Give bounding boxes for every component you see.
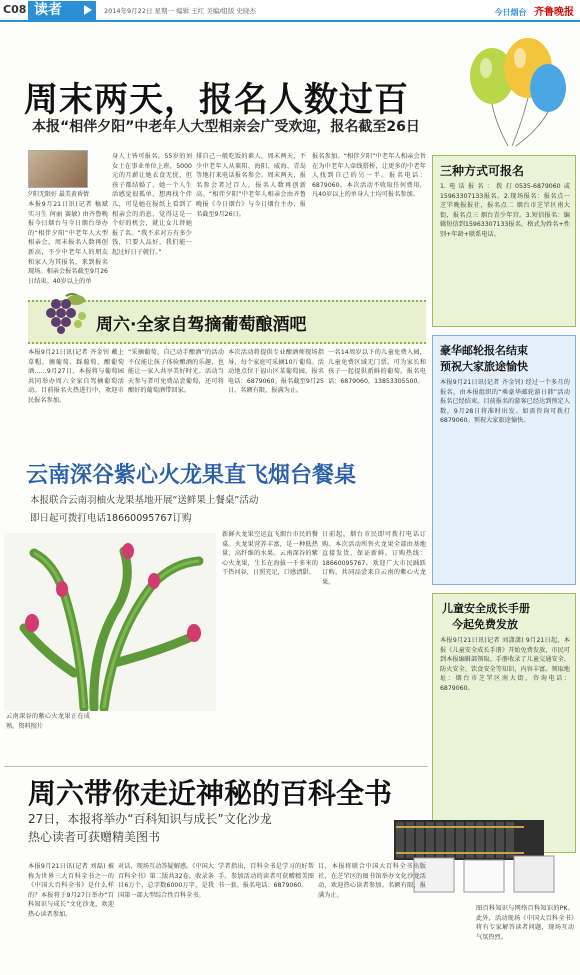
dragon-fruit-phone-line: 即日起可拨打电话18660095767订购	[30, 513, 192, 524]
lead-body-col4: 报名参加。“相伴夕阳”中老年人相亲会旨在为中老年人牵线搭桥，让更多的中老年人找到自己的另一半。报名电话：6879060。本次活动不收取任何费用，凡40岁以上的单身人士均可报名参加。	[312, 153, 426, 199]
encyclopedia-body-col5: 图百科知识与网络百科知识的PK。此外，活动现场《中国大百科全书》将有专家解答读者问题，现场互动气氛热烈。	[476, 905, 574, 941]
lead-body-col1: 本报9月21日讯(记者 稿斌 实习生 何丽 赛敏) 由齐鲁晚报今日烟台与今日烟台举办的“相伴夕阳”中老年人大型相亲会，周末报名人数再创新高，不少中老年人的朋友和家人为其报名，来到报名现场。相亲会报名截至9月26日结束。40岁以上的单	[28, 201, 108, 285]
date-line: 2014年9月22日 星期一 编辑 王红 美编/组版 史晓杰	[104, 7, 256, 15]
lead-body-col3: 排自己一般吃饭的素人，周末两天，不少中老年人从莱阳、海阳、威海、青岛等地打来电话报名参会。周末两天，报名参会者过百人，报名人数再创新高。“相伴夕阳”中老年人相亲会由齐鲁晚报《今日烟台》与今日烟台主办，报名截至9月26日。	[196, 153, 306, 218]
encyclopedia-title: 周六带你走近神秘的百科全书	[28, 777, 393, 810]
masthead-brand	[495, 3, 574, 18]
encyclopedia-body-col3: 学者指出，百科全书是学习的好帮手。参加活动的读者可获赠精美图书一套。报名电话：6879060。	[218, 863, 314, 890]
lead-headline: 周末两天，报名人数过百	[24, 80, 409, 120]
section-divider	[4, 766, 428, 767]
dragon-body-col2: 日前起，烟台市民即可拨打电话订购。本次活动所售火龙果全部由基地直接发货，保证新鲜。订购热线：18660095767。欢迎广大市民踊跃订购，共同品尝来自云南的紫心火龙果。	[322, 531, 426, 586]
encyclopedia-body-col2: 对话，现场互动答疑解惑。《中国大百科全书》第二版共32卷，收录条目6万个，总字数6000万字，是我国第一部大型综合性百科全书。	[118, 863, 214, 899]
balloons-illustration	[462, 38, 572, 148]
grape-body-col4: 一名14周岁以下的儿童免费入园，儿童免费区域无门票。可为家长和孩子一起提供新鲜的葡萄。报名电话：6879060，13853305500。	[328, 349, 426, 385]
brand-small: 今日烟台	[494, 8, 527, 17]
dragon-fruit-title: 云南深谷紫心火龙果直飞烟台餐桌	[26, 463, 357, 488]
kids-safety-title-1: 儿童安全成长手册	[442, 602, 530, 615]
grape-body-col1: 本报9月21日讯(记者 齐金钊 戴上草帽，摘葡萄、踩葡萄、酿葡萄酒……9月27日，本报将与葡萄园共同举办周六全家自驾摘葡萄活动。目前报名火热进行中，欢迎市民报名参加。	[28, 349, 124, 404]
arrow-icon	[84, 5, 92, 15]
encyclopedia-body-col1: 本报9月21日讯(记者 刘磊) 被称为世界三大百科全书之一的《中国大百科全书》是什么样的？本报将于9月27日举办“百科知识与成长”文化沙龙，欢迎热心读者参加。	[28, 863, 114, 918]
page-number: C08	[3, 3, 27, 16]
signup-body: 1.电话报名：拨打0535-6879060或15963307133报名。2.现场报名：报名点一 芝罘晚报报社，报名点二 烟台市芝罘区南大街，报名点三 烟台青少年宫。3.短信报名：编辑短信到15963307133报名，格式为姓名+性别+年龄+联系电话。	[440, 183, 570, 238]
couple-photo	[28, 150, 88, 188]
kids-safety-title-2: 今起免费发放	[452, 618, 518, 631]
dragon-fruit-subtitle: 本报联合云南羽柚火龙果基地开展“送鲜果上餐桌”活动	[30, 495, 259, 506]
section-label: 读者	[34, 2, 62, 18]
kids-safety-body: 本报9月21日讯(记者 刘潇潇) 9月21日起，本报《儿童安全成长手册》开始免费发放，市民可到本报编辑部领取。手册收录了儿童交通安全、防火安全、饮食安全等知识，内容丰富。领取地址：烟台市芝罘区南大街，咨询电话：6879060。	[440, 637, 570, 692]
encyclopedia-body-col4: 目，本报将联合中国大百科全书出版社，在芝罘区的图书馆举办文化沙龙活动，欢迎热心读者参加。名额有限，报满为止。	[318, 863, 426, 899]
grape-body-col2: “采摘葡萄，自己动手酿酒”的活动不仅能让孩子体验酿酒的乐趣，也能让一家人共享美好时光。活动当天参与者可免费品尝葡萄，还可将酿好的葡萄酒带回家。	[128, 349, 224, 395]
dragon-fruit-caption: 云南深谷的紫心火龙果正在成熟。资料照片	[6, 713, 90, 730]
photo-caption: 夕阳无限好 最美黄昏情	[27, 191, 89, 198]
grapes-icon	[42, 292, 88, 334]
brand-name: 齐鲁晚报	[534, 7, 574, 18]
signup-title: 三种方式可报名	[440, 164, 525, 178]
encyclopedia-subtitle: 27日，本报将举办“百科知识与成长”文化沙龙	[28, 812, 272, 826]
grape-title: 周六·全家自驾摘葡萄酿酒吧	[96, 315, 307, 335]
grape-body-col3: 本次活动将提供专业酿酒师现场指导，每个家庭可采摘10斤葡萄。活动地点位于福山区某葡萄园，报名电话：6879060。报名截至9月25日，名额有限，报满为止。	[228, 349, 324, 395]
lead-body-col2: 身人士皆可报名。55岁的刘女士在事业单位上班，5000元的月薪让她衣食无忧，但孩子都结婚了，她一个人生活感觉很孤单，想再找个伴儿，可是她在报纸上看到了相亲会的消息，觉得这是一个好的机会，就让女儿替她报了名。“我不求对方有多少钱，只要人品好，我们能一起过好日子就行。”	[112, 153, 192, 256]
encyclopedia-subtitle-2: 热心读者可获赠精美图书	[28, 830, 161, 844]
cruise-title-2: 预祝大家旅途愉快	[440, 360, 528, 373]
lead-subhead: 本报“相伴夕阳”中老年人大型相亲会广受欢迎，报名截至26日	[32, 119, 420, 135]
page-header	[0, 0, 580, 22]
cruise-title-1: 豪华邮轮报名结束	[440, 344, 528, 357]
cruise-body: 本报9月21日讯(记者 齐金钊) 经过一个多月的报名，由本报组织的“乘豪华邮轮游日韩”活动报名已经结束。目前报名的游客已经达到预定人数，9月28日将准时出发。如需咨询可拨打6879060。预祝大家旅途愉快。	[440, 379, 570, 425]
section-tag	[28, 1, 96, 20]
dragon-body-col1: 新鲜火龙果空运直飞烟台市民的餐桌。火龙果营养丰富，是一种低热量、高纤维的水果。云南深谷的紫心火龙果，生长在海拔一千多米的干热河谷，日照充足，口感清甜。	[222, 531, 318, 577]
dragon-fruit-photo	[4, 533, 216, 711]
